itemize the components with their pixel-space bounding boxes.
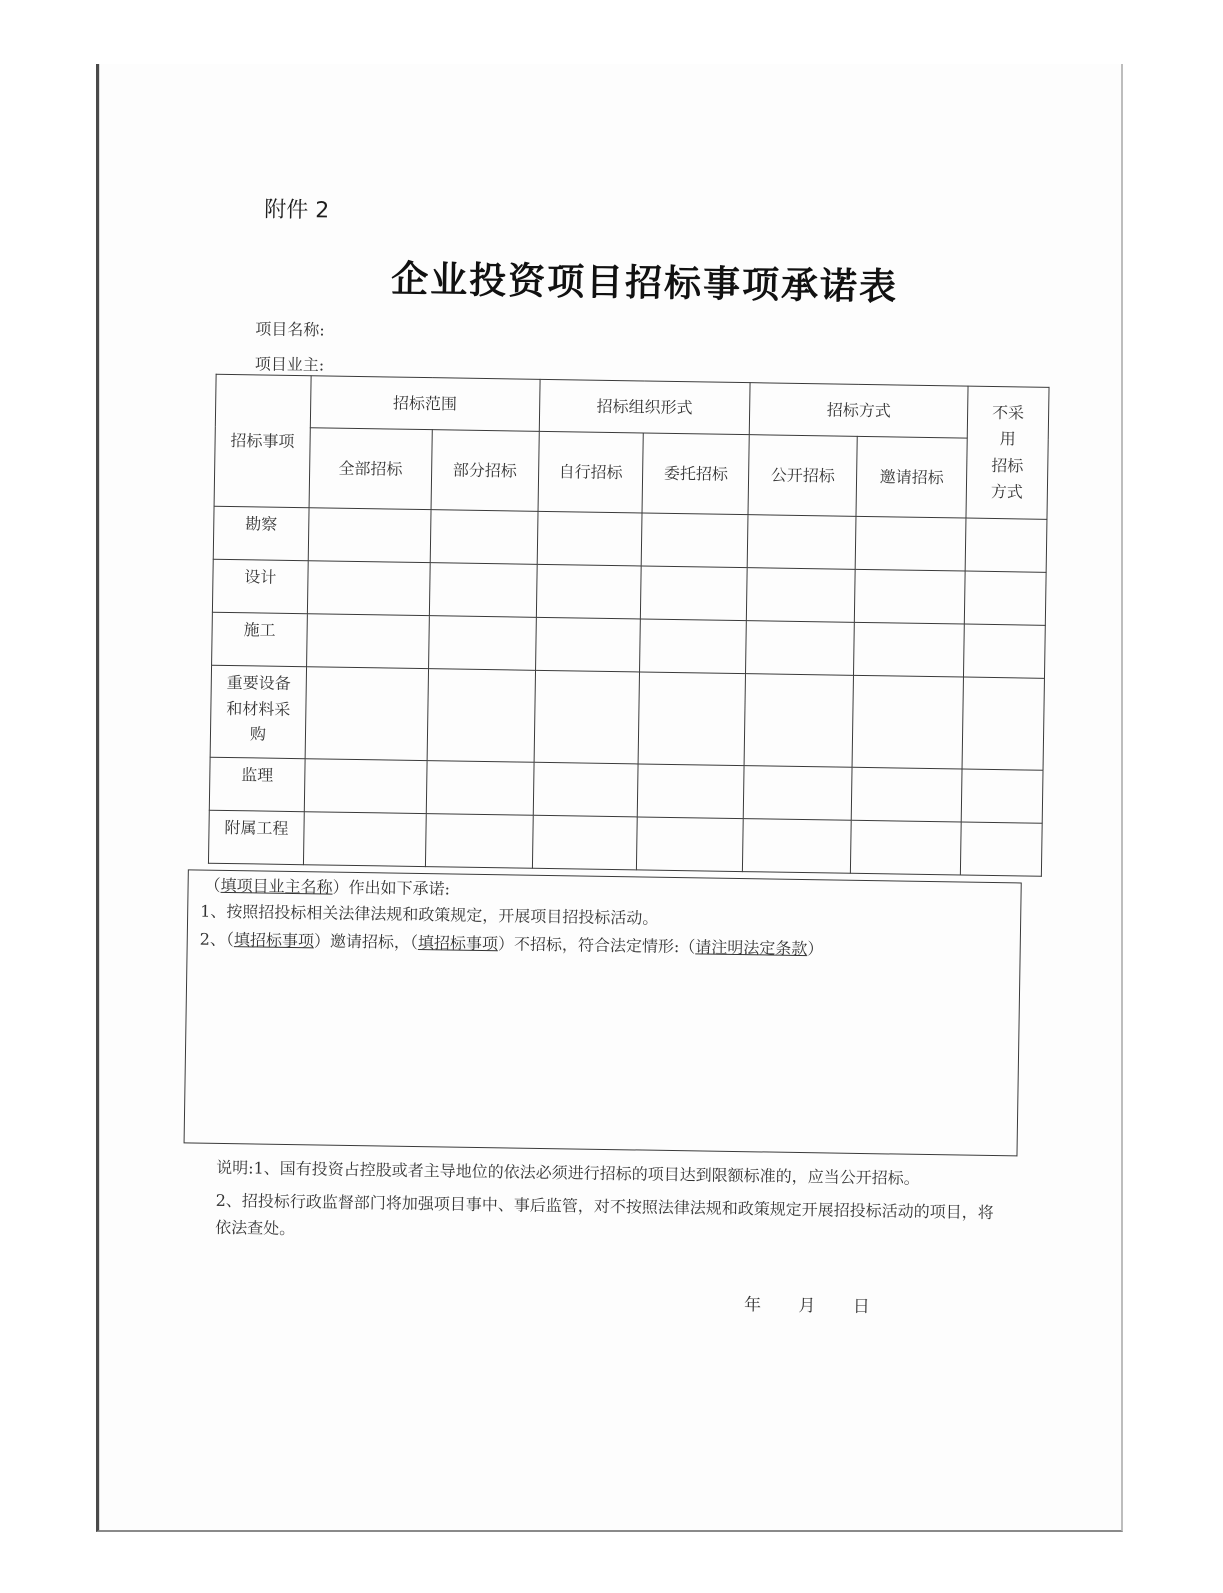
text: （ (204, 875, 221, 895)
table-cell[interactable] (854, 569, 965, 624)
row-label-line-2: 和材料采 (226, 698, 291, 719)
header-no-bidding (966, 386, 1049, 519)
table-cell[interactable] (308, 508, 431, 563)
row-label-design: 设计 (212, 559, 308, 613)
subheader-full-bidding: 全部招标 (309, 428, 432, 510)
table-cell[interactable] (855, 516, 966, 571)
row-label-ancillary-works: 附属工程 (208, 810, 304, 864)
note-2: 2、招投标行政监督部门将加强项目事中、事后监管，对不按照法律法规和政策规定开展招投标活动的项目，将依法查处。 (215, 1190, 994, 1239)
commitment-intro (204, 873, 450, 900)
text: 2、（ (199, 929, 235, 950)
table-cell[interactable] (642, 513, 749, 568)
table-cell[interactable] (639, 672, 746, 766)
table-cell[interactable] (427, 669, 535, 763)
text: ）邀请招标，（ (313, 931, 419, 952)
header-bidding-scope: 招标范围 (310, 376, 539, 432)
table-cell[interactable] (965, 518, 1047, 572)
header-no-bidding-line-4: 方式 (990, 481, 1024, 502)
header-no-bidding-line-3: 招标 (991, 455, 1024, 475)
table-cell[interactable] (640, 619, 747, 674)
subheader-open-bidding: 公开招标 (748, 435, 857, 517)
table-cell[interactable] (533, 762, 639, 817)
table-cell[interactable] (963, 624, 1045, 678)
text: ） (807, 939, 824, 959)
table-cell[interactable] (306, 614, 429, 669)
table-cell[interactable] (534, 670, 640, 764)
row-label-survey: 勘察 (213, 506, 309, 560)
commitment-box[interactable] (184, 869, 1022, 1156)
table-cell[interactable] (746, 621, 855, 676)
project-name-label: 项目名称: (255, 319, 325, 340)
table-cell[interactable] (426, 761, 534, 816)
table-cell[interactable] (747, 568, 856, 623)
text: ）不招标，符合法定情形:（ (497, 934, 696, 957)
commitment-item-1: 1、按照招投标相关法律法规和政策规定，开展项目招投标活动。 (200, 901, 659, 928)
row-label-supervision: 监理 (209, 757, 305, 811)
table-cell[interactable] (744, 674, 853, 768)
subheader-entrusted: 委托招标 (642, 433, 749, 515)
bidding-commitment-table (208, 374, 1050, 877)
table-cell[interactable] (536, 564, 642, 619)
subheader-partial-bidding: 部分招标 (431, 430, 539, 512)
table-cell[interactable] (305, 667, 428, 761)
table-cell[interactable] (962, 677, 1044, 770)
table-cell[interactable] (638, 764, 745, 819)
table-cell[interactable] (532, 815, 638, 870)
table-cell[interactable] (747, 515, 856, 570)
table-cell[interactable] (744, 766, 853, 821)
table-cell[interactable] (304, 759, 427, 814)
table-cell[interactable] (961, 769, 1043, 823)
row-label-line-1: 重要设备 (226, 672, 291, 693)
table-row (210, 665, 1044, 770)
table-cell[interactable] (425, 814, 533, 869)
bidding-item-placeholder: 填招标事项 (417, 933, 499, 954)
notes-section (215, 1154, 996, 1253)
note-1: 说明:1、国有投资占控股或者主导地位的依法必须进行招标的项目达到限额标准的，应当公开招标。 (216, 1157, 920, 1188)
commitment-item-2 (200, 927, 824, 960)
table-cell[interactable] (428, 616, 536, 671)
table-cell[interactable] (743, 819, 852, 874)
date-line: 年 月 日 (743, 1295, 871, 1318)
text: ）作出如下承诺: (332, 877, 451, 899)
table-cell[interactable] (641, 566, 748, 621)
table-cell[interactable] (852, 675, 963, 769)
header-bidding-method: 招标方式 (750, 383, 969, 438)
table-cell[interactable] (307, 561, 430, 616)
legal-clause-placeholder: 请注明法定条款 (695, 937, 808, 959)
table-cell[interactable] (537, 511, 643, 566)
table-cell[interactable] (637, 817, 744, 872)
header-bidding-organization: 招标组织形式 (539, 379, 751, 434)
row-label-construction: 施工 (212, 612, 308, 666)
table-cell[interactable] (429, 563, 537, 618)
table-cell[interactable] (851, 767, 962, 822)
table-cell[interactable] (964, 571, 1046, 625)
table-cell[interactable] (960, 822, 1042, 876)
table-cell[interactable] (854, 622, 965, 677)
header-bidding-item: 招标事项 (214, 374, 311, 507)
subheader-self-organized: 自行招标 (538, 431, 644, 513)
document-title: 企业投资项目招标事项承诺表 (390, 256, 899, 309)
bidding-item-placeholder: 填招标事项 (233, 930, 315, 951)
table-cell[interactable] (430, 510, 538, 565)
header-no-bidding-line-2: 用 (999, 429, 1016, 449)
subheader-invited-bidding: 邀请招标 (856, 436, 967, 518)
header-no-bidding-line-1: 不采 (991, 402, 1025, 423)
table-cell[interactable] (535, 617, 641, 672)
table-cell[interactable] (303, 812, 426, 867)
row-label-line-3: 购 (249, 724, 267, 744)
table-cell[interactable] (851, 820, 962, 875)
attachment-label: 附件 2 (264, 197, 330, 224)
owner-name-placeholder: 填项目业主名称 (220, 875, 333, 897)
row-label-equipment-procurement (210, 665, 306, 758)
project-owner-label: 项目业主: (254, 354, 325, 375)
